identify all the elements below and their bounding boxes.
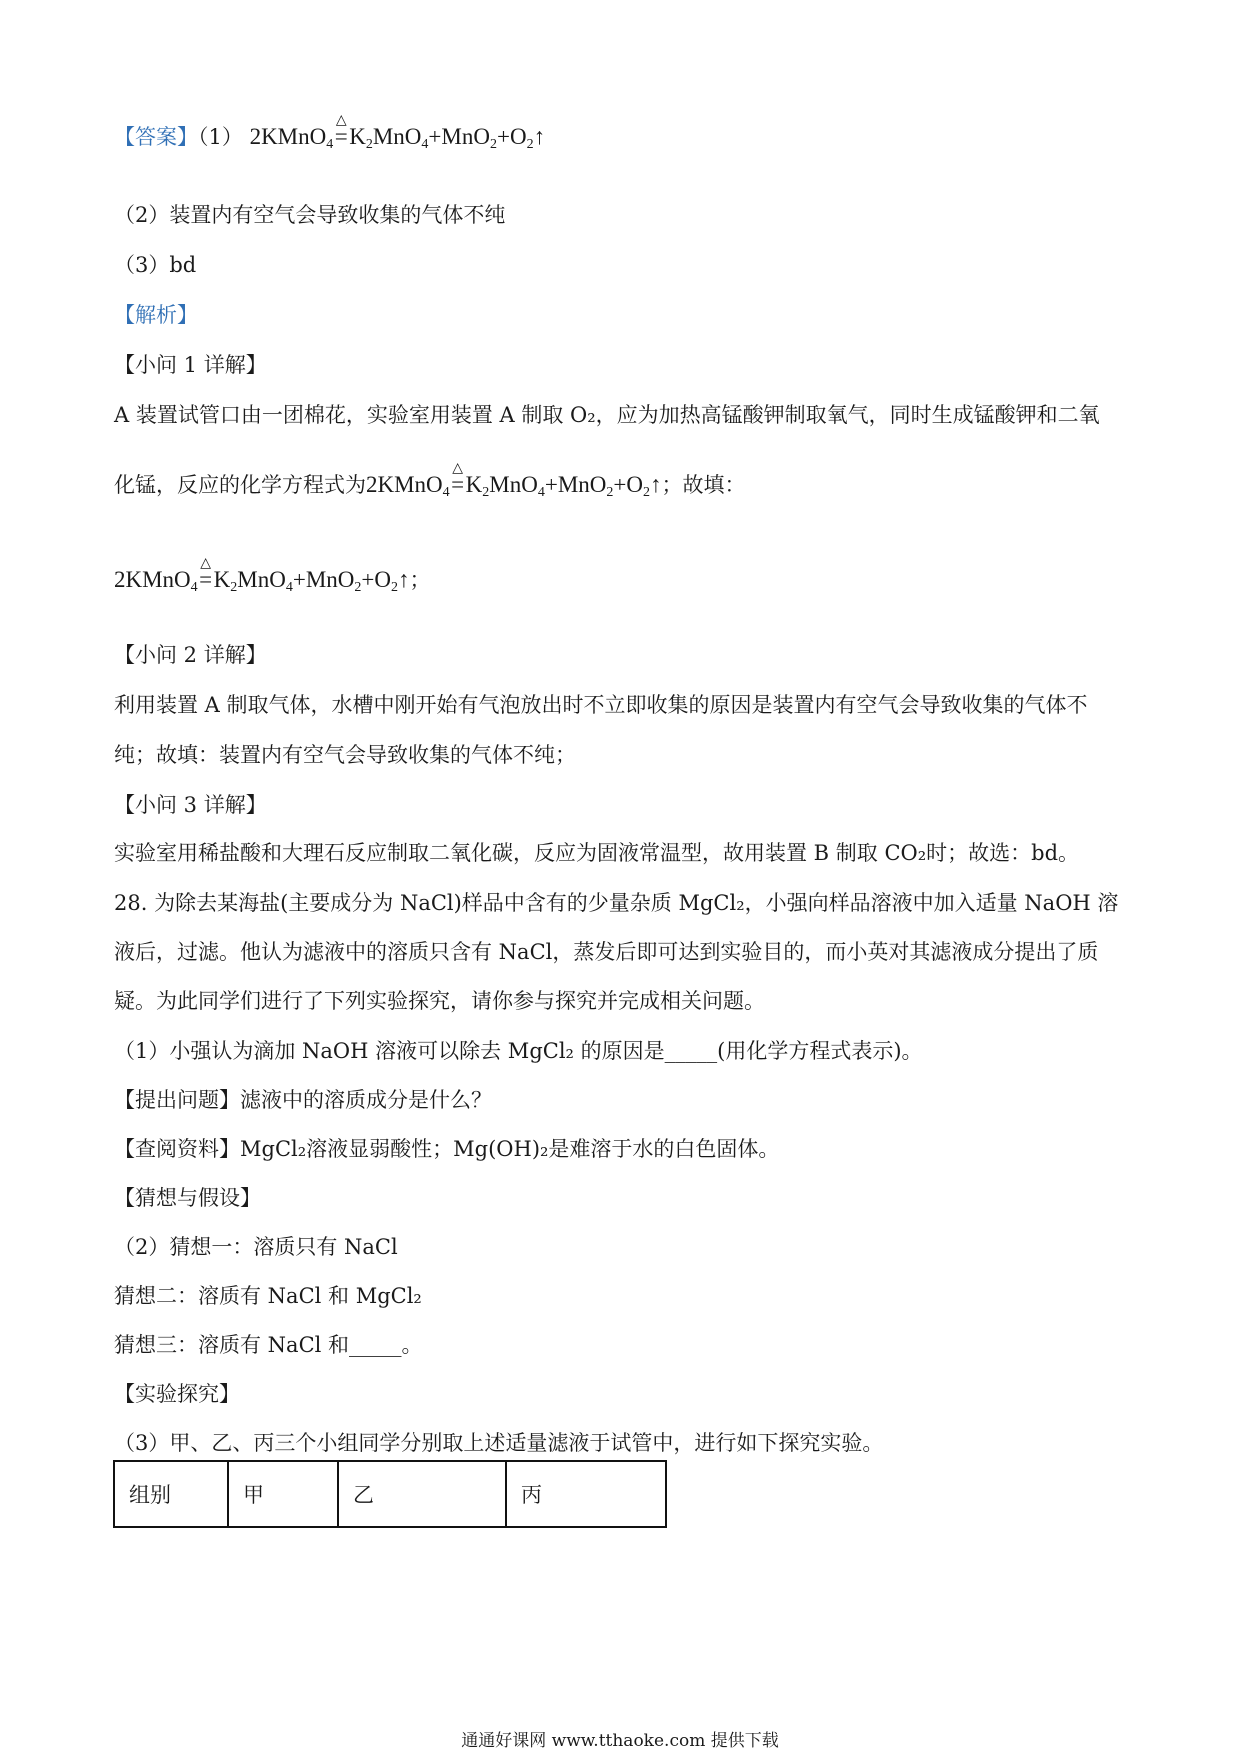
heat-mark: △ xyxy=(335,113,347,128)
q28-experiment-heading: 【实验探究】 xyxy=(114,1382,240,1406)
q28-line-3: 疑。为此同学们进行了下列实验探究，请你参与探究并完成相关问题。 xyxy=(114,989,765,1013)
analysis-heading-2: 【小问 2 详解】 xyxy=(114,643,267,667)
q28-sub-1: （1）小强认为滴加 NaOH 溶液可以除去 MgCl₂ 的原因是_____(用化学方程式表示)。 xyxy=(114,1039,923,1063)
table-cell: 甲 xyxy=(228,1461,338,1527)
q28-guess-2: 猜想二：溶质有 NaCl 和 MgCl₂ xyxy=(114,1284,422,1308)
q28-guess-1: （2）猜想一：溶质只有 NaCl xyxy=(114,1235,398,1259)
answer-tag: 【答案】 xyxy=(114,125,198,149)
table-row xyxy=(114,1461,666,1527)
analysis-p1b: 化锰，反应的化学方程式为2KMnO$_4$ △ $=K_2MnO_4+MnO_2+O_2↑$；故填： xyxy=(114,461,746,500)
analysis-heading-1: 【小问 1 详解】 xyxy=(114,353,267,377)
analysis-heading-3: 【小问 3 详解】 xyxy=(114,793,267,817)
q28-sub-3: （3）甲、乙、丙三个小组同学分别取上述适量滤液于试管中，进行如下探究实验。 xyxy=(114,1431,884,1455)
equation-answer: 2KMnO$_4$ △ $=K_2MnO_4+MnO_2+O_2↑$ xyxy=(250,124,546,149)
table-cell: 组别 xyxy=(114,1461,228,1527)
q28-line-1: 28. 为除去某海盐(主要成分为 NaCl)样品中含有的少量杂质 MgCl₂，小强向样品溶液中加入适量 NaOH 溶 xyxy=(114,891,1119,915)
q28-line-2: 液后，过滤。他认为滤液中的溶质只含有 NaCl，蒸发后即可达到实验目的，而小英对其滤液成分提出了质 xyxy=(114,940,1099,964)
q28-guess-3: 猜想三：溶质有 NaCl 和_____。 xyxy=(114,1333,423,1357)
analysis-p3: 实验室用稀盐酸和大理石反应制取二氧化碳，反应为固液常温型，故用装置 B 制取 CO₂时；故选：bd。 xyxy=(114,841,1080,865)
table-cell: 乙 xyxy=(338,1461,506,1527)
analysis-p1c: 2KMnO$_4$ △ $=K_2MnO_4+MnO_2+O_2↑$； xyxy=(114,556,431,595)
answer-line-1 xyxy=(114,113,546,160)
q28-question-heading: 【提出问题】滤液中的溶质成分是什么？ xyxy=(114,1088,492,1112)
group-table xyxy=(113,1460,667,1528)
equation-standalone: 2KMnO$_4$ △ $=K_2MnO_4+MnO_2+O_2↑$ xyxy=(114,556,410,595)
answer-q2: （2）装置内有空气会导致收集的气体不纯 xyxy=(114,203,506,227)
table-cell: 丙 xyxy=(506,1461,666,1527)
q28-hypothesis-heading: 【猜想与假设】 xyxy=(114,1186,261,1210)
answer-q3: （3）bd xyxy=(114,253,197,277)
analysis-p1a: A 装置试管口由一团棉花，实验室用装置 A 制取 O₂，应为加热高锰酸钾制取氧气，同时生成锰酸钾和二氧 xyxy=(114,403,1100,427)
analysis-p2b: 纯；故填：装置内有空气会导致收集的气体不纯； xyxy=(114,743,576,767)
footer-watermark: 通通好课网 www.tthaoke.com 提供下载 xyxy=(461,1731,779,1751)
analysis-p2a: 利用装置 A 制取气体，水槽中刚开始有气泡放出时不立即收集的原因是装置内有空气会导致收集的气体不 xyxy=(114,693,1088,717)
q28-reference: 【查阅资料】MgCl₂溶液显弱酸性；Mg(OH)₂是难溶于水的白色固体。 xyxy=(114,1137,780,1161)
answer-q1-prefix: （1） xyxy=(198,125,243,149)
analysis-tag: 【解析】 xyxy=(114,303,198,327)
equation-inline: 2KMnO$_4$ △ $=K_2MnO_4+MnO_2+O_2↑$ xyxy=(366,461,662,500)
